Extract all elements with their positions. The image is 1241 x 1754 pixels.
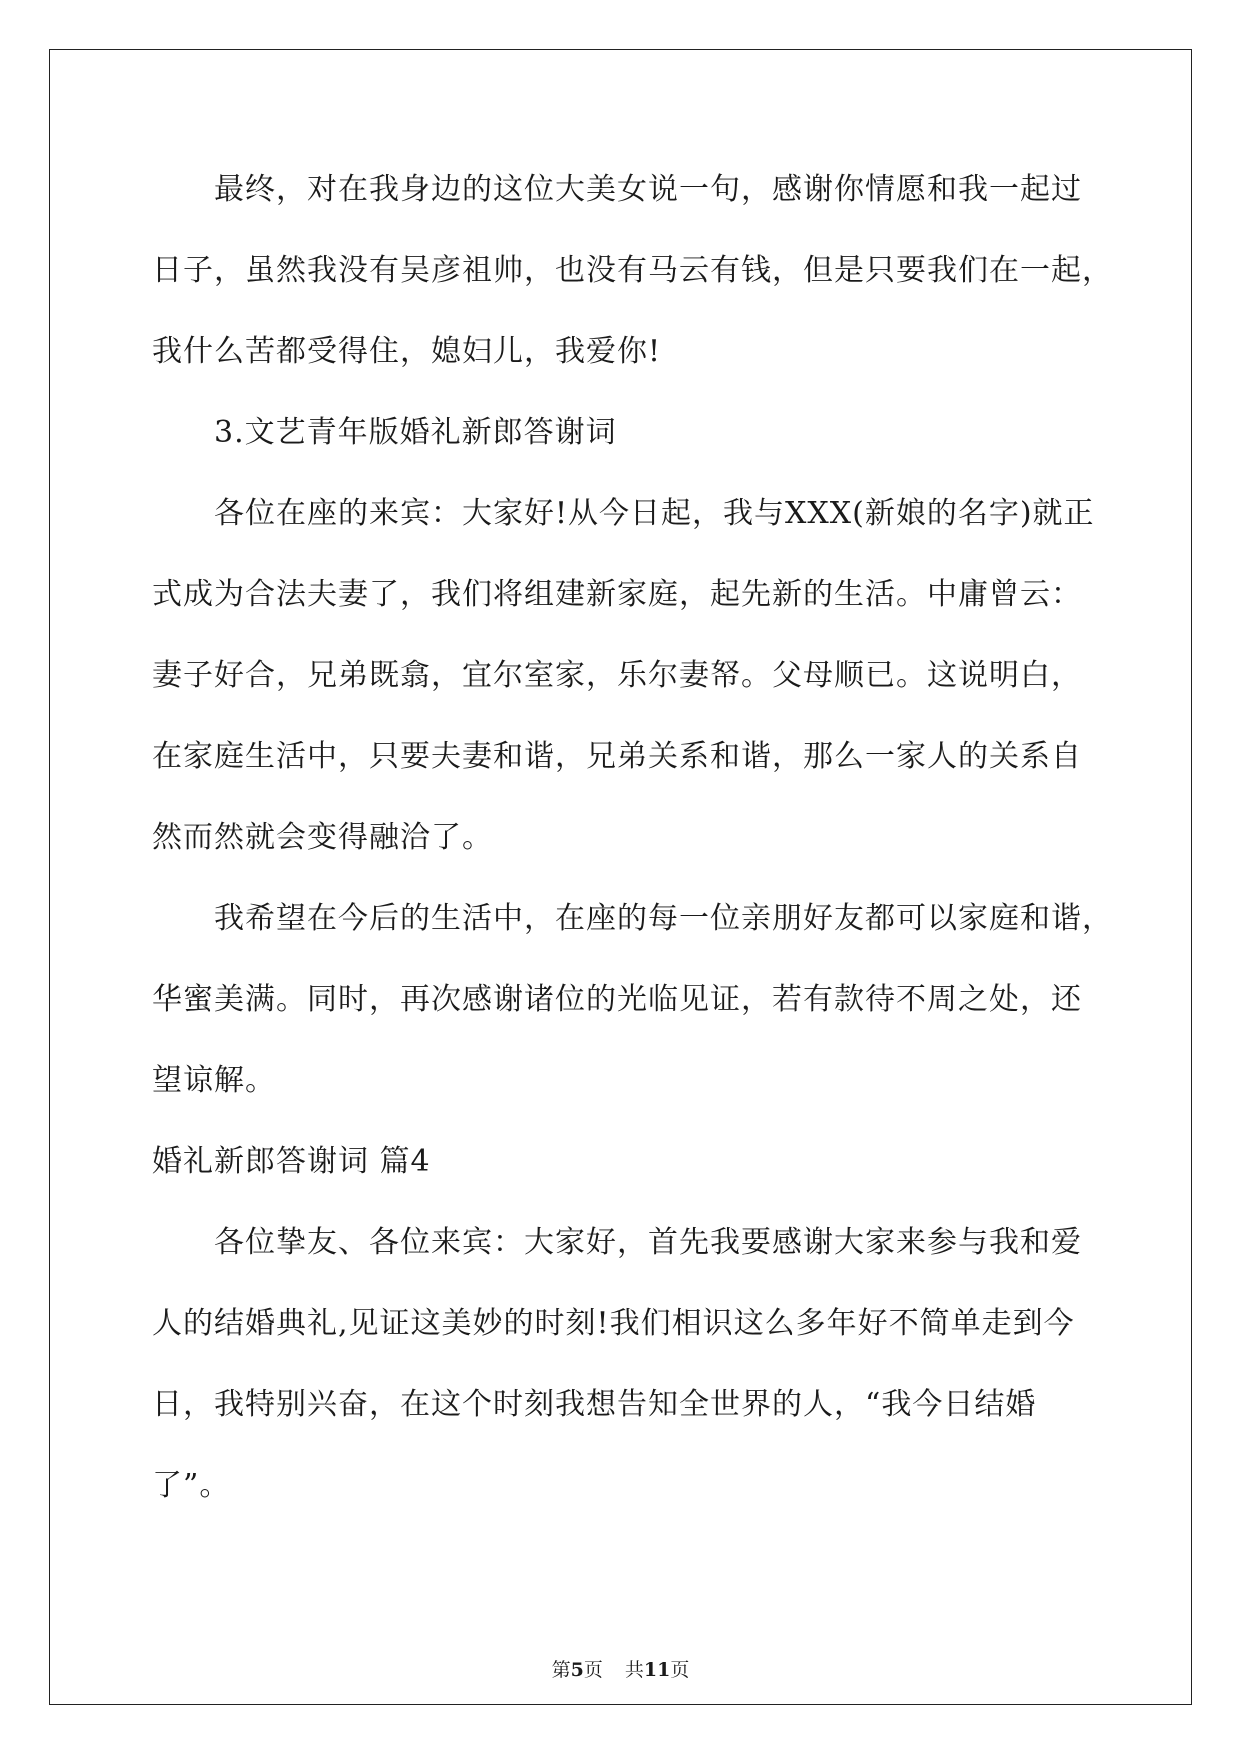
body-line: 在家庭生活中，只要夫妻和谐，兄弟关系和谐，那么一家人的关系自 [152, 739, 1082, 774]
total-prefix: 共 [624, 1659, 644, 1681]
body-line: 人的结婚典礼,见证这美妙的时刻!我们相识这么多年好不简单走到今 [152, 1306, 1075, 1341]
body-line: 妻子好合，兄弟既翕，宜尔室家，乐尔妻帑。父母顺已。这说明白， [152, 658, 1082, 693]
page-number: 5 [570, 1659, 584, 1681]
body-line: 我希望在今后的生活中，在座的每一位亲朋好友都可以家庭和谐， [214, 901, 1113, 936]
page-prefix: 第 [551, 1659, 571, 1681]
body-line: 最终，对在我身边的这位大美女说一句，感谢你情愿和我一起过 [214, 172, 1082, 207]
page-frame [49, 49, 1192, 1705]
body-line: 然而然就会变得融洽了。 [152, 820, 493, 855]
body-line: 了”。 [152, 1468, 231, 1503]
body-line: 日子，虽然我没有吴彦祖帅，也没有马云有钱，但是只要我们在一起， [152, 253, 1113, 288]
body-line: 式成为合法夫妻了，我们将组建新家庭，起先新的生活。中庸曾云： [152, 577, 1082, 612]
total-suffix: 页 [670, 1659, 690, 1681]
body-line: 日，我特别兴奋，在这个时刻我想告知全世界的人，“我今日结婚 [152, 1387, 1037, 1422]
article-heading: 婚礼新郎答谢词 篇4 [152, 1144, 431, 1179]
body-line: 各位挚友、各位来宾：大家好，首先我要感谢大家来参与我和爱 [214, 1225, 1082, 1260]
body-line: 各位在座的来宾：大家好!从今日起，我与XXX(新娘的名字)就正 [214, 496, 1095, 531]
body-line: 华蜜美满。同时，再次感谢诸位的光临见证，若有款待不周之处，还 [152, 982, 1082, 1017]
section-heading: 3.文艺青年版婚礼新郎答谢词 [214, 415, 617, 450]
body-line: 我什么苦都受得住，媳妇儿，我爱你! [152, 334, 662, 369]
page-footer [0, 1658, 1241, 1682]
body-line: 望谅解。 [152, 1063, 276, 1098]
page-suffix: 页 [583, 1659, 603, 1681]
total-pages: 11 [643, 1659, 671, 1681]
